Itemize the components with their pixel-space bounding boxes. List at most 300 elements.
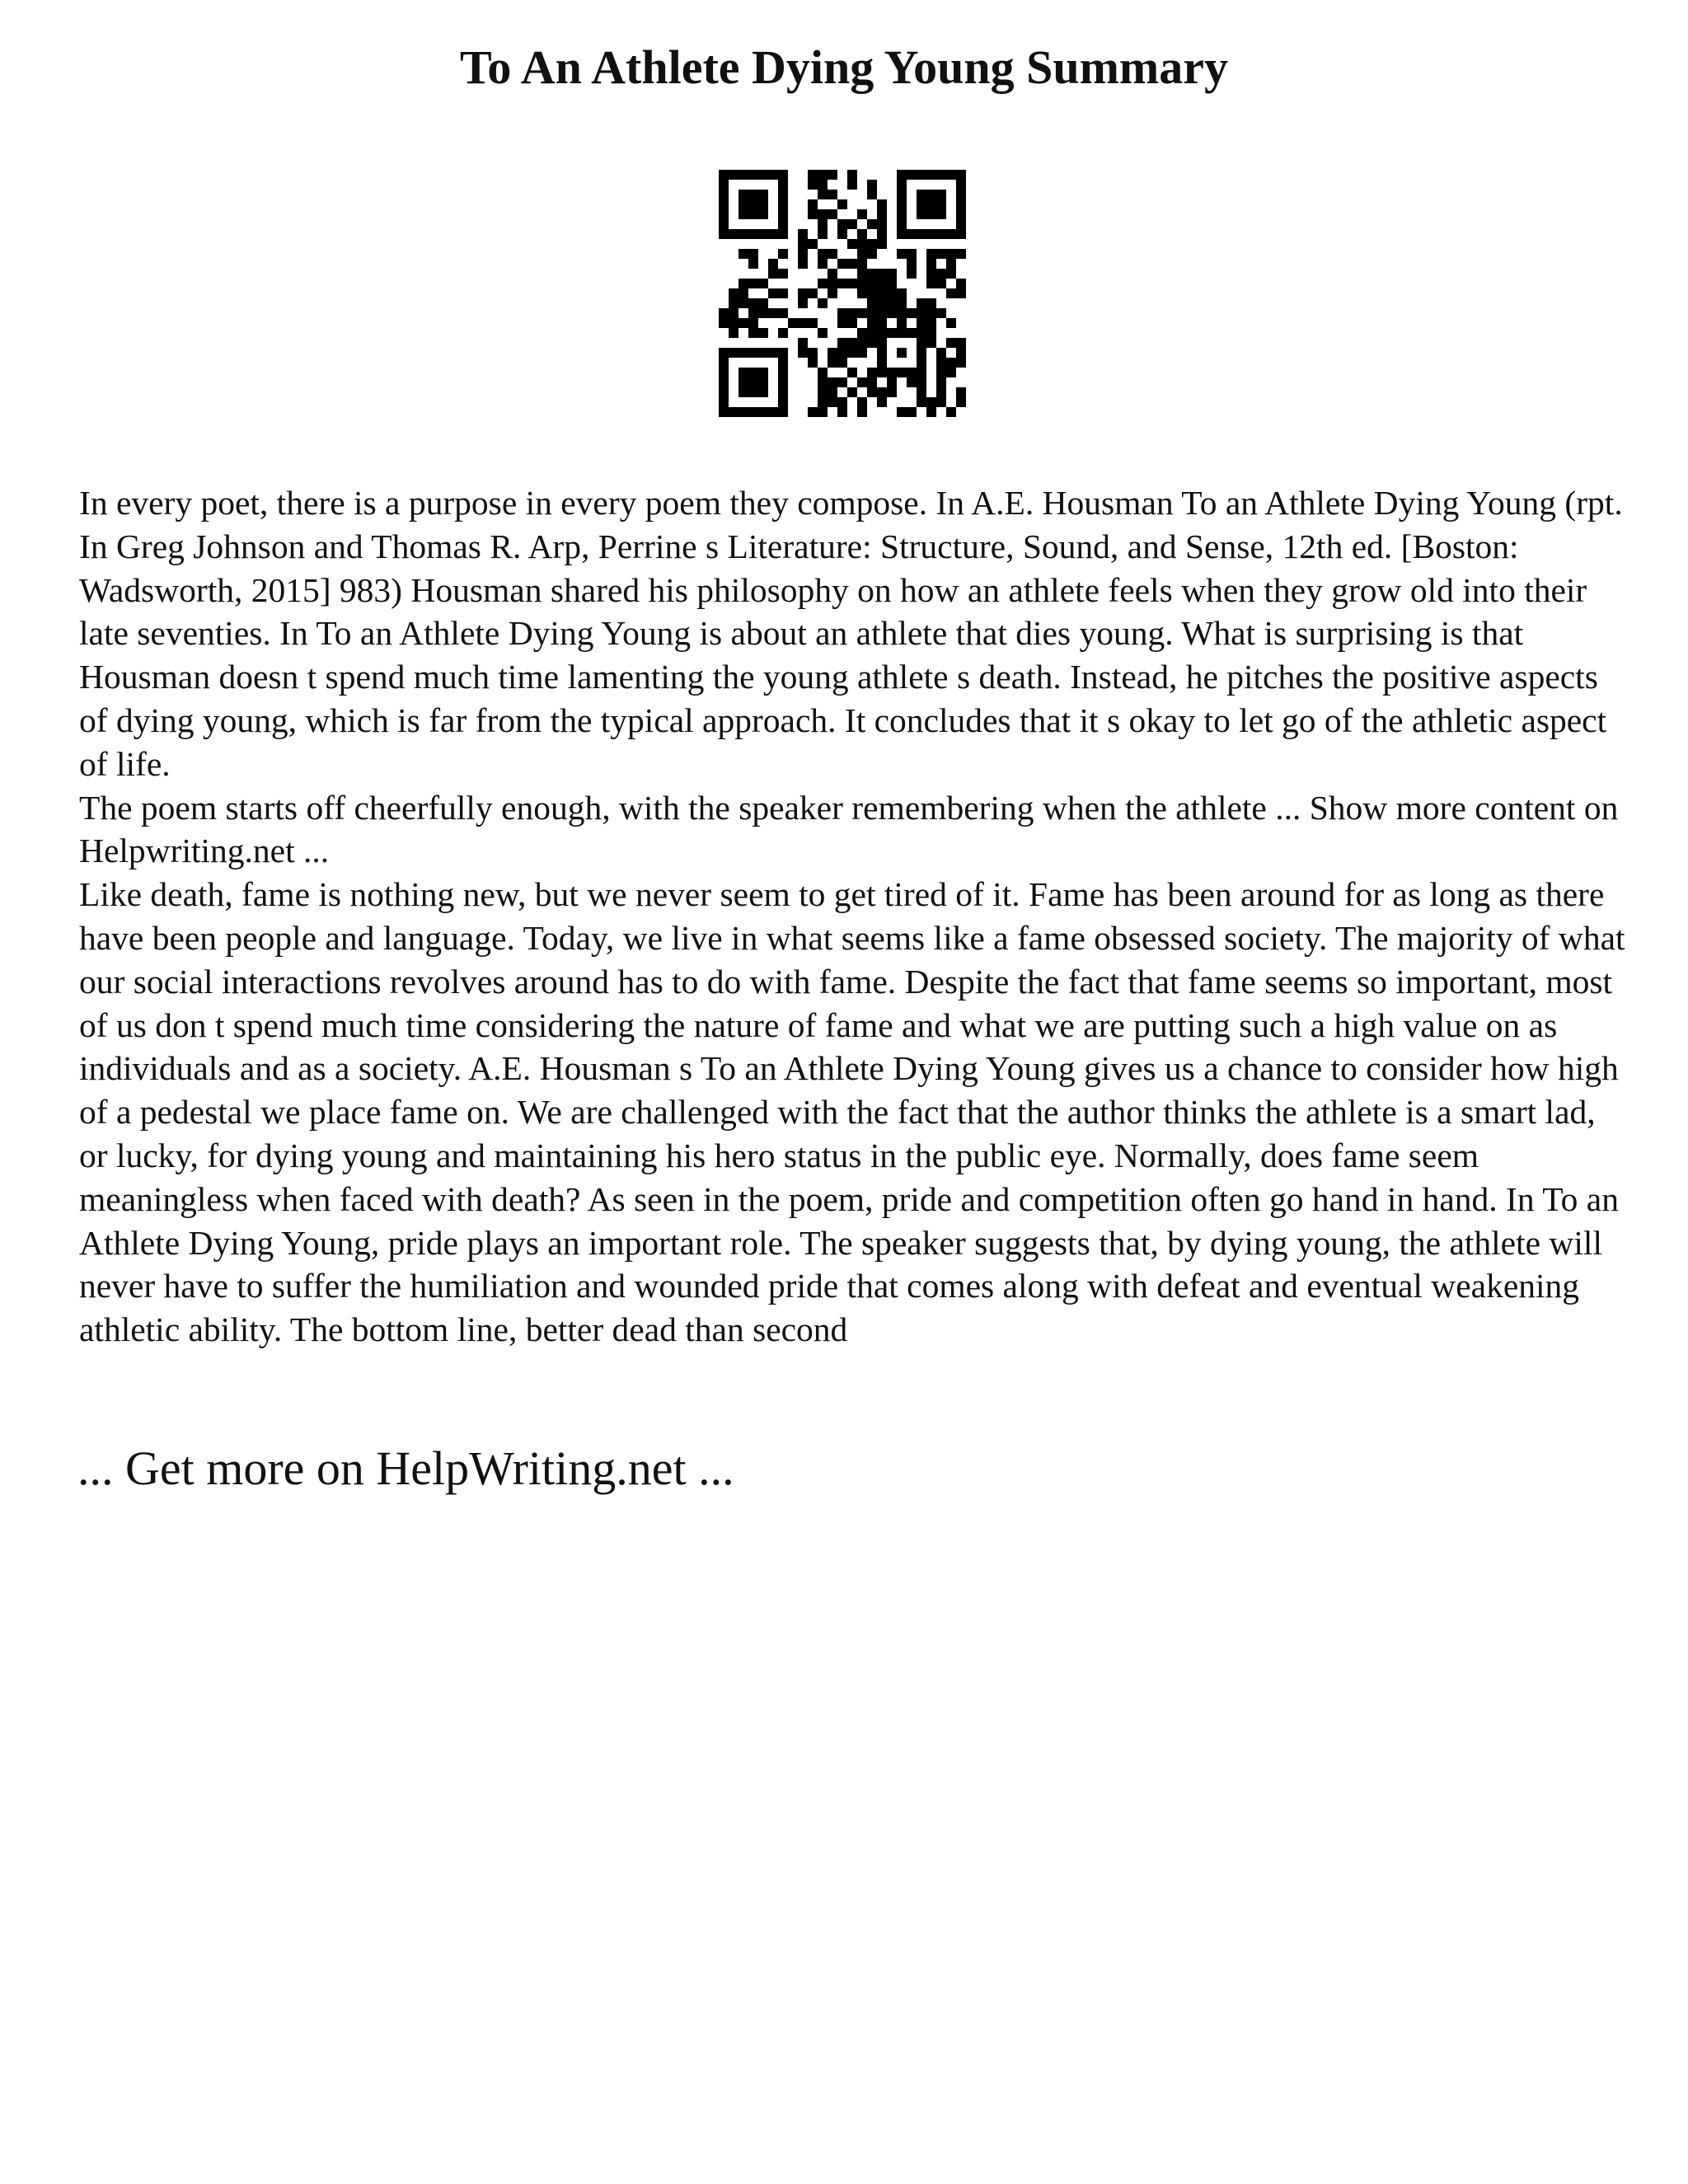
qr-code-icon — [719, 170, 966, 417]
qr-module — [877, 308, 887, 318]
qr-module — [828, 249, 837, 259]
qr-module — [768, 170, 778, 180]
qr-module — [818, 377, 828, 387]
qr-module — [778, 368, 788, 377]
qr-module — [798, 259, 808, 269]
qr-module — [907, 407, 917, 417]
qr-module — [768, 407, 778, 417]
qr-module — [917, 298, 926, 308]
qr-module — [897, 190, 907, 199]
qr-module — [897, 368, 907, 377]
qr-module — [936, 308, 946, 318]
qr-module — [808, 209, 818, 219]
qr-module — [926, 298, 936, 308]
qr-module — [917, 170, 926, 180]
qr-module — [917, 229, 926, 239]
qr-module — [877, 219, 887, 229]
qr-module — [956, 209, 966, 219]
qr-module — [926, 318, 936, 328]
qr-module — [946, 318, 956, 328]
qr-module — [887, 328, 897, 338]
qr-module — [956, 170, 966, 180]
qr-module — [867, 308, 877, 318]
qr-module — [818, 407, 828, 417]
qr-module — [877, 318, 887, 328]
qr-module — [808, 199, 818, 209]
qr-code-graphic — [719, 170, 966, 417]
qr-module — [828, 170, 837, 180]
qr-module — [857, 269, 867, 279]
qr-module — [738, 190, 748, 199]
qr-module — [738, 318, 748, 328]
qr-module — [778, 170, 788, 180]
qr-module — [719, 368, 729, 377]
qr-module — [828, 358, 837, 368]
qr-module — [897, 170, 907, 180]
qr-module — [907, 328, 917, 338]
qr-module — [719, 190, 729, 199]
qr-module — [946, 259, 956, 269]
qr-module — [808, 407, 818, 417]
qr-module — [818, 279, 828, 288]
qr-module — [956, 279, 966, 288]
qr-module — [857, 397, 867, 407]
qr-module — [907, 377, 917, 387]
qr-module — [897, 298, 907, 308]
qr-module — [719, 318, 729, 328]
qr-module — [936, 377, 946, 387]
qr-module — [738, 348, 748, 358]
qr-module — [808, 180, 818, 190]
qr-module — [758, 209, 768, 219]
qr-module — [917, 199, 926, 209]
qr-module — [778, 219, 788, 229]
qr-module — [867, 338, 877, 348]
qr-module — [897, 209, 907, 219]
qr-module — [867, 269, 877, 279]
qr-module — [778, 377, 788, 387]
qr-module — [828, 397, 837, 407]
qr-module — [897, 308, 907, 318]
qr-module — [867, 298, 877, 308]
qr-module — [828, 387, 837, 397]
qr-module — [946, 170, 956, 180]
qr-module — [719, 199, 729, 209]
qr-module — [837, 318, 847, 328]
body-paragraph-2: The poem starts off cheerfully enough, with the speaker remembering when the athlete ... Show more content on Helpwriting.net ... — [79, 788, 1619, 870]
qr-module — [956, 358, 966, 368]
qr-module — [847, 338, 857, 348]
qr-module — [867, 288, 877, 298]
qr-module — [748, 279, 758, 288]
qr-module — [798, 338, 808, 348]
qr-module — [719, 397, 729, 407]
qr-module — [936, 199, 946, 209]
qr-module — [837, 229, 847, 239]
qr-module — [946, 407, 956, 417]
qr-module — [738, 209, 748, 219]
qr-module — [729, 348, 738, 358]
qr-module — [837, 407, 847, 417]
qr-module — [798, 229, 808, 239]
qr-module — [936, 397, 946, 407]
qr-module — [867, 279, 877, 288]
qr-module — [877, 397, 887, 407]
qr-module — [907, 229, 917, 239]
qr-module — [778, 180, 788, 190]
qr-module — [897, 328, 907, 338]
qr-module — [867, 368, 877, 377]
qr-module — [828, 279, 837, 288]
qr-module — [926, 259, 936, 269]
qr-module — [857, 377, 867, 387]
qr-module — [926, 397, 936, 407]
qr-module — [956, 249, 966, 259]
qr-module — [897, 199, 907, 209]
qr-module — [917, 358, 926, 368]
qr-module — [748, 170, 758, 180]
qr-module — [778, 348, 788, 358]
qr-module — [857, 249, 867, 259]
qr-module — [887, 387, 897, 397]
qr-module — [729, 318, 738, 328]
qr-module — [926, 308, 936, 318]
qr-module — [946, 229, 956, 239]
qr-module — [877, 279, 887, 288]
qr-module — [926, 338, 936, 348]
qr-module — [748, 387, 758, 397]
qr-module — [758, 170, 768, 180]
qr-module — [847, 279, 857, 288]
qr-module — [808, 358, 818, 368]
qr-module — [936, 229, 946, 239]
qr-module — [877, 358, 887, 368]
qr-module — [748, 377, 758, 387]
qr-module — [877, 229, 887, 239]
qr-module — [917, 328, 926, 338]
qr-module — [837, 199, 847, 209]
qr-module — [738, 199, 748, 209]
qr-module — [907, 170, 917, 180]
qr-module — [818, 190, 828, 199]
qr-module — [778, 199, 788, 209]
qr-module — [818, 328, 828, 338]
qr-module — [719, 358, 729, 368]
qr-module — [877, 239, 887, 249]
qr-module — [936, 279, 946, 288]
qr-module — [936, 348, 946, 358]
qr-module — [818, 259, 828, 269]
qr-module — [808, 348, 818, 358]
qr-module — [877, 209, 887, 219]
qr-module — [936, 170, 946, 180]
qr-module — [847, 387, 857, 397]
qr-module — [917, 308, 926, 318]
qr-module — [946, 358, 956, 368]
qr-module — [877, 288, 887, 298]
qr-module — [818, 368, 828, 377]
qr-module — [956, 338, 966, 348]
qr-module — [828, 269, 837, 279]
qr-module — [897, 229, 907, 239]
qr-module — [946, 249, 956, 259]
qr-module — [758, 199, 768, 209]
qr-module — [818, 387, 828, 397]
qr-module — [956, 199, 966, 209]
qr-module — [946, 338, 956, 348]
qr-module — [818, 298, 828, 308]
qr-module — [758, 308, 768, 318]
qr-module — [956, 229, 966, 239]
qr-module — [818, 209, 828, 219]
qr-module — [768, 348, 778, 358]
qr-module — [778, 387, 788, 397]
qr-module — [887, 279, 897, 288]
qr-module — [887, 288, 897, 298]
qr-module — [867, 239, 877, 249]
qr-module — [768, 269, 778, 279]
qr-module — [748, 298, 758, 308]
body-paragraph-3: Like death, fame is nothing new, but we never seem to get tired of it. Fame has been around for as long as there have been people and language. Today, we live in what seems like a fame obsessed society. The majority of what our social interactions revolves around has to do with fame. Despite the fact that fame seems so important, most of us don t spend much time considering the nature of fame and what we are putting such a high value on as individuals and as a society. A.E. Housman s To an Athlete Dying Young gives us a chance to consider how high of a pedestal we place fame on. We are challenged with the fact that the author thinks the athlete is a smart lad, or lucky, for dying young and maintaining his hero status in the public eye. Normally, does fame seem meaningless when faced with death? As seen in the poem, pride and competition often go hand in hand. In To an Athlete Dying Young, pride plays an important role. The speaker suggests that, by dying young, the athlete will never have to suffer the humiliation and wounded pride that comes along with defeat and eventual weakening athletic ability. The bottom line, better dead than second — [79, 875, 1625, 1349]
qr-module — [897, 407, 907, 417]
qr-module — [857, 209, 867, 219]
qr-module — [778, 209, 788, 219]
qr-module — [758, 407, 768, 417]
qr-module — [719, 229, 729, 239]
qr-module — [877, 387, 887, 397]
qr-module — [847, 180, 857, 190]
qr-module — [887, 368, 897, 377]
qr-module — [798, 348, 808, 358]
qr-module — [887, 269, 897, 279]
qr-module — [907, 368, 917, 377]
qr-module — [926, 249, 936, 259]
qr-module — [758, 298, 768, 308]
qr-module — [867, 328, 877, 338]
qr-module — [857, 328, 867, 338]
qr-module — [729, 170, 738, 180]
qr-module — [778, 229, 788, 239]
qr-module — [828, 209, 837, 219]
qr-module — [917, 368, 926, 377]
qr-module — [738, 249, 748, 259]
qr-module — [778, 397, 788, 407]
qr-module — [778, 288, 788, 298]
qr-module — [877, 199, 887, 209]
qr-module — [808, 288, 818, 298]
qr-module — [778, 190, 788, 199]
qr-module — [847, 259, 857, 269]
qr-module — [956, 397, 966, 407]
body-paragraph-1: In every poet, there is a purpose in every poem they compose. In A.E. Housman To an Athlete Dying Young (rpt. In Greg Johnson and Thomas R. Arp, Perrine s Literature: Structure, Sound, and Sense, 12th ed. [Boston: Wadsworth, 2015] 983) Housman shared his philosophy on how an athlete feels when they grow old into their late seventies. In To an Athlete Dying Young is about an athlete that dies young. What is surprising is that Housman doesn t spend much time lamenting the young athlete s death. Instead, he pitches the positive aspects of dying young, which is far from the typical approach. It concludes that it s okay to let go of the athletic aspect of life. — [79, 484, 1623, 783]
qr-module — [867, 318, 877, 328]
qr-module — [778, 269, 788, 279]
qr-module — [857, 308, 867, 318]
qr-module — [729, 298, 738, 308]
qr-module — [748, 199, 758, 209]
qr-module — [738, 368, 748, 377]
qr-module — [936, 209, 946, 219]
qr-module — [818, 180, 828, 190]
qr-module — [877, 269, 887, 279]
qr-module — [887, 298, 897, 308]
qr-module — [719, 180, 729, 190]
qr-module — [877, 328, 887, 338]
qr-module — [847, 219, 857, 229]
qr-module — [887, 308, 897, 318]
qr-module — [719, 387, 729, 397]
qr-module — [738, 288, 748, 298]
qr-module — [729, 328, 738, 338]
qr-module — [818, 249, 828, 259]
qr-module — [778, 328, 788, 338]
qr-module — [798, 239, 808, 249]
qr-module — [837, 358, 847, 368]
qr-module — [748, 328, 758, 338]
qr-module — [798, 298, 808, 308]
qr-module — [847, 308, 857, 318]
qr-module — [828, 377, 837, 387]
qr-module — [837, 259, 847, 269]
qr-module — [748, 259, 758, 269]
qr-module — [936, 368, 946, 377]
qr-module — [917, 318, 926, 328]
qr-module — [946, 368, 956, 377]
qr-module — [719, 308, 729, 318]
qr-module — [867, 387, 877, 397]
qr-module — [946, 269, 956, 279]
qr-module — [828, 190, 837, 199]
qr-module — [748, 407, 758, 417]
qr-module — [847, 318, 857, 328]
qr-module — [748, 229, 758, 239]
qr-module — [758, 377, 768, 387]
qr-module — [768, 259, 778, 269]
qr-module — [897, 249, 907, 259]
qr-module — [738, 387, 748, 397]
qr-module — [738, 298, 748, 308]
qr-module — [768, 229, 778, 239]
qr-module — [877, 368, 887, 377]
qr-module — [837, 279, 847, 288]
qr-module — [748, 190, 758, 199]
qr-module — [818, 170, 828, 180]
qr-module — [926, 170, 936, 180]
qr-module — [837, 219, 847, 229]
qr-module — [857, 348, 867, 358]
qr-module — [808, 239, 818, 249]
qr-module — [758, 229, 768, 239]
qr-module — [748, 308, 758, 318]
page-title: To An Athlete Dying Young Summary — [460, 40, 1228, 94]
qr-module — [837, 308, 847, 318]
qr-module — [719, 170, 729, 180]
qr-module — [867, 190, 877, 199]
qr-module — [778, 358, 788, 368]
qr-module — [907, 269, 917, 279]
qr-module — [897, 180, 907, 190]
qr-module — [936, 269, 946, 279]
qr-module — [857, 338, 867, 348]
qr-module — [907, 308, 917, 318]
qr-module — [729, 288, 738, 298]
qr-module — [917, 338, 926, 348]
qr-module — [926, 199, 936, 209]
qr-module — [729, 308, 738, 318]
get-more-link[interactable]: ... Get more on HelpWriting.net ... — [77, 1441, 734, 1495]
qr-module — [837, 338, 847, 348]
qr-module — [956, 190, 966, 199]
qr-module — [818, 219, 828, 229]
qr-module — [917, 348, 926, 358]
qr-module — [758, 387, 768, 397]
qr-module — [956, 348, 966, 358]
qr-module — [956, 180, 966, 190]
qr-module — [748, 348, 758, 358]
qr-module — [936, 190, 946, 199]
qr-module — [897, 348, 907, 358]
qr-module — [758, 279, 768, 288]
qr-module — [748, 249, 758, 259]
qr-module — [828, 348, 837, 358]
qr-module — [758, 348, 768, 358]
qr-module — [857, 288, 867, 298]
qr-module — [758, 368, 768, 377]
qr-module — [857, 279, 867, 288]
qr-module — [867, 219, 877, 229]
qr-module — [926, 209, 936, 219]
qr-module — [847, 239, 857, 249]
qr-module — [719, 377, 729, 387]
qr-module — [917, 377, 926, 387]
qr-module — [936, 249, 946, 259]
qr-module — [956, 288, 966, 298]
qr-module — [837, 348, 847, 358]
qr-module — [818, 229, 828, 239]
qr-module — [719, 348, 729, 358]
qr-module — [877, 348, 887, 358]
qr-module — [818, 397, 828, 407]
qr-module — [917, 190, 926, 199]
qr-module — [778, 308, 788, 318]
qr-module — [808, 318, 818, 328]
qr-module — [926, 229, 936, 239]
qr-module — [956, 387, 966, 397]
qr-module — [867, 180, 877, 190]
qr-module — [738, 279, 748, 288]
qr-module — [897, 219, 907, 229]
qr-module — [867, 377, 877, 387]
qr-module — [748, 209, 758, 219]
qr-module — [926, 279, 936, 288]
qr-module — [738, 229, 748, 239]
qr-module — [719, 219, 729, 229]
qr-module — [738, 407, 748, 417]
qr-module — [758, 328, 768, 338]
qr-module — [738, 170, 748, 180]
qr-module — [926, 328, 936, 338]
qr-module — [768, 288, 778, 298]
qr-module — [917, 397, 926, 407]
qr-module — [857, 259, 867, 269]
qr-module — [719, 407, 729, 417]
qr-module — [857, 229, 867, 239]
qr-module — [897, 288, 907, 298]
qr-module — [917, 387, 926, 397]
qr-module — [768, 308, 778, 318]
qr-module — [729, 407, 738, 417]
qr-module — [798, 249, 808, 259]
